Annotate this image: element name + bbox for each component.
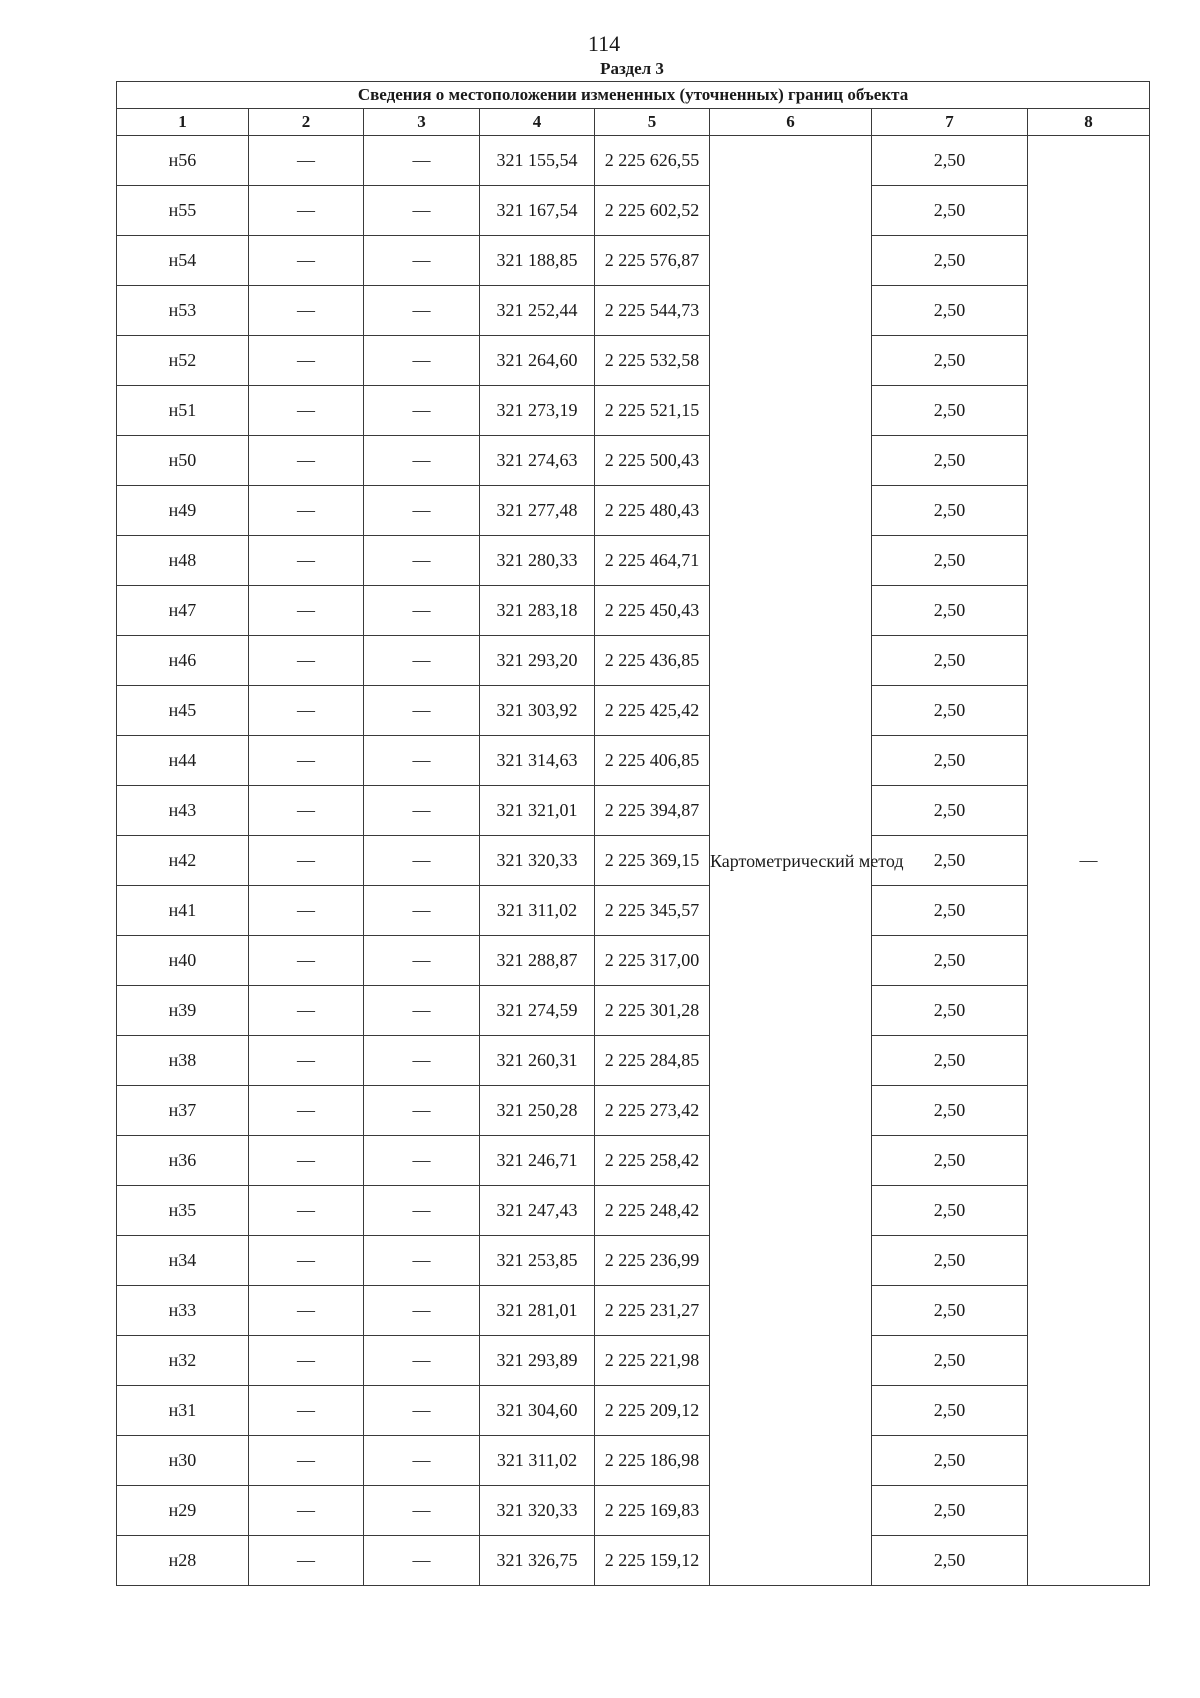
column-3-cell: — xyxy=(364,1486,480,1536)
y-coordinate-cell: 2 225 301,28 xyxy=(595,986,710,1036)
column-2-cell: — xyxy=(249,1186,364,1236)
accuracy-cell: 2,50 xyxy=(872,686,1028,736)
accuracy-cell: 2,50 xyxy=(872,1236,1028,1286)
column-3-cell: — xyxy=(364,1436,480,1486)
table-row xyxy=(117,436,1150,486)
column-2-cell: — xyxy=(249,736,364,786)
accuracy-cell: 2,50 xyxy=(872,1036,1028,1086)
column-2-cell: — xyxy=(249,386,364,436)
column-3-cell: — xyxy=(364,936,480,986)
x-coordinate-cell: 321 252,44 xyxy=(480,286,595,336)
column-3-cell: — xyxy=(364,536,480,586)
table-row xyxy=(117,1236,1150,1286)
accuracy-cell: 2,50 xyxy=(872,886,1028,936)
column-2-cell: — xyxy=(249,1336,364,1386)
column-3-cell: — xyxy=(364,886,480,936)
point-name-cell: н38 xyxy=(117,1036,249,1086)
point-name-cell: н48 xyxy=(117,536,249,586)
column-3-cell: — xyxy=(364,1286,480,1336)
accuracy-cell: 2,50 xyxy=(872,236,1028,286)
x-coordinate-cell: 321 260,31 xyxy=(480,1036,595,1086)
table-body xyxy=(117,136,1150,1586)
point-name-cell: н29 xyxy=(117,1486,249,1536)
accuracy-cell: 2,50 xyxy=(872,1286,1028,1336)
section-title: Раздел 3 xyxy=(600,59,664,78)
accuracy-cell: 2,50 xyxy=(872,1336,1028,1386)
y-coordinate-cell: 2 225 186,98 xyxy=(595,1436,710,1486)
y-coordinate-cell: 2 225 521,15 xyxy=(595,386,710,436)
table-row xyxy=(117,236,1150,286)
point-name-cell: н37 xyxy=(117,1086,249,1136)
x-coordinate-cell: 321 321,01 xyxy=(480,786,595,836)
accuracy-cell: 2,50 xyxy=(872,286,1028,336)
accuracy-cell: 2,50 xyxy=(872,586,1028,636)
column-header: 8 xyxy=(1028,109,1150,136)
column-8-cell: — xyxy=(1028,136,1150,1586)
x-coordinate-cell: 321 326,75 xyxy=(480,1536,595,1586)
column-2-cell: — xyxy=(249,1486,364,1536)
x-coordinate-cell: 321 253,85 xyxy=(480,1236,595,1286)
table-row xyxy=(117,886,1150,936)
x-coordinate-cell: 321 281,01 xyxy=(480,1286,595,1336)
column-3-cell: — xyxy=(364,1386,480,1436)
x-coordinate-cell: 321 283,18 xyxy=(480,586,595,636)
y-coordinate-cell: 2 225 464,71 xyxy=(595,536,710,586)
point-name-cell: н43 xyxy=(117,786,249,836)
point-name-cell: н28 xyxy=(117,1536,249,1586)
accuracy-cell: 2,50 xyxy=(872,436,1028,486)
y-coordinate-cell: 2 225 394,87 xyxy=(595,786,710,836)
point-name-cell: н40 xyxy=(117,936,249,986)
x-coordinate-cell: 321 274,63 xyxy=(480,436,595,486)
x-coordinate-cell: 321 311,02 xyxy=(480,1436,595,1486)
x-coordinate-cell: 321 304,60 xyxy=(480,1386,595,1436)
table-row xyxy=(117,1386,1150,1436)
point-name-cell: н47 xyxy=(117,586,249,636)
x-coordinate-cell: 321 280,33 xyxy=(480,536,595,586)
point-name-cell: н50 xyxy=(117,436,249,486)
x-coordinate-cell: 321 277,48 xyxy=(480,486,595,536)
column-3-cell: — xyxy=(364,386,480,436)
accuracy-cell: 2,50 xyxy=(872,1486,1028,1536)
column-header: 4 xyxy=(480,109,595,136)
point-name-cell: н51 xyxy=(117,386,249,436)
accuracy-cell: 2,50 xyxy=(872,736,1028,786)
column-2-cell: — xyxy=(249,1236,364,1286)
column-3-cell: — xyxy=(364,986,480,1036)
point-name-cell: н56 xyxy=(117,136,249,186)
table-row xyxy=(117,1086,1150,1136)
table-row xyxy=(117,136,1150,186)
point-name-cell: н53 xyxy=(117,286,249,336)
table-row xyxy=(117,736,1150,786)
column-2-cell: — xyxy=(249,1286,364,1336)
column-3-cell: — xyxy=(364,136,480,186)
accuracy-cell: 2,50 xyxy=(872,1436,1028,1486)
column-2-cell: — xyxy=(249,336,364,386)
x-coordinate-cell: 321 273,19 xyxy=(480,386,595,436)
column-2-cell: — xyxy=(249,636,364,686)
y-coordinate-cell: 2 225 480,43 xyxy=(595,486,710,536)
column-3-cell: — xyxy=(364,636,480,686)
column-3-cell: — xyxy=(364,736,480,786)
column-3-cell: — xyxy=(364,1336,480,1386)
y-coordinate-cell: 2 225 602,52 xyxy=(595,186,710,236)
accuracy-cell: 2,50 xyxy=(872,986,1028,1036)
accuracy-cell: 2,50 xyxy=(872,836,1028,886)
x-coordinate-cell: 321 293,20 xyxy=(480,636,595,686)
point-name-cell: н49 xyxy=(117,486,249,536)
y-coordinate-cell: 2 225 345,57 xyxy=(595,886,710,936)
table-row xyxy=(117,1186,1150,1236)
column-3-cell: — xyxy=(364,486,480,536)
x-coordinate-cell: 321 264,60 xyxy=(480,336,595,386)
y-coordinate-cell: 2 225 284,85 xyxy=(595,1036,710,1086)
column-3-cell: — xyxy=(364,1136,480,1186)
x-coordinate-cell: 321 311,02 xyxy=(480,886,595,936)
table-row xyxy=(117,636,1150,686)
table-row xyxy=(117,1486,1150,1536)
y-coordinate-cell: 2 225 221,98 xyxy=(595,1336,710,1386)
column-2-cell: — xyxy=(249,586,364,636)
table-row xyxy=(117,286,1150,336)
point-name-cell: н30 xyxy=(117,1436,249,1486)
x-coordinate-cell: 321 314,63 xyxy=(480,736,595,786)
column-2-cell: — xyxy=(249,986,364,1036)
boundary-coordinates-table xyxy=(116,81,1150,1586)
point-name-cell: н44 xyxy=(117,736,249,786)
accuracy-cell: 2,50 xyxy=(872,386,1028,436)
column-2-cell: — xyxy=(249,686,364,736)
column-3-cell: — xyxy=(364,686,480,736)
point-name-cell: н46 xyxy=(117,636,249,686)
table-row xyxy=(117,486,1150,536)
y-coordinate-cell: 2 225 231,27 xyxy=(595,1286,710,1336)
column-3-cell: — xyxy=(364,1086,480,1136)
column-header: 2 xyxy=(249,109,364,136)
point-name-cell: н52 xyxy=(117,336,249,386)
accuracy-cell: 2,50 xyxy=(872,1136,1028,1186)
y-coordinate-cell: 2 225 317,00 xyxy=(595,936,710,986)
table-row xyxy=(117,1436,1150,1486)
y-coordinate-cell: 2 225 236,99 xyxy=(595,1236,710,1286)
x-coordinate-cell: 321 188,85 xyxy=(480,236,595,286)
column-2-cell: — xyxy=(249,1036,364,1086)
table-row xyxy=(117,1136,1150,1186)
column-2-cell: — xyxy=(249,136,364,186)
x-coordinate-cell: 321 320,33 xyxy=(480,1486,595,1536)
y-coordinate-cell: 2 225 436,85 xyxy=(595,636,710,686)
column-3-cell: — xyxy=(364,186,480,236)
point-name-cell: н31 xyxy=(117,1386,249,1436)
table-caption: Сведения о местоположении измененных (уточненных) границ объекта xyxy=(117,82,1150,109)
y-coordinate-cell: 2 225 159,12 xyxy=(595,1536,710,1586)
y-coordinate-cell: 2 225 576,87 xyxy=(595,236,710,286)
x-coordinate-cell: 321 274,59 xyxy=(480,986,595,1036)
column-3-cell: — xyxy=(364,836,480,886)
table-row xyxy=(117,936,1150,986)
column-3-cell: — xyxy=(364,436,480,486)
column-header: 1 xyxy=(117,109,249,136)
point-name-cell: н54 xyxy=(117,236,249,286)
accuracy-cell: 2,50 xyxy=(872,486,1028,536)
column-2-cell: — xyxy=(249,286,364,336)
y-coordinate-cell: 2 225 626,55 xyxy=(595,136,710,186)
x-coordinate-cell: 321 293,89 xyxy=(480,1336,595,1386)
x-coordinate-cell: 321 250,28 xyxy=(480,1086,595,1136)
y-coordinate-cell: 2 225 544,73 xyxy=(595,286,710,336)
y-coordinate-cell: 2 225 500,43 xyxy=(595,436,710,486)
y-coordinate-cell: 2 225 169,83 xyxy=(595,1486,710,1536)
point-name-cell: н33 xyxy=(117,1286,249,1336)
y-coordinate-cell: 2 225 532,58 xyxy=(595,336,710,386)
point-name-cell: н39 xyxy=(117,986,249,1036)
accuracy-cell: 2,50 xyxy=(872,536,1028,586)
column-2-cell: — xyxy=(249,186,364,236)
point-name-cell: н55 xyxy=(117,186,249,236)
x-coordinate-cell: 321 288,87 xyxy=(480,936,595,986)
x-coordinate-cell: 321 247,43 xyxy=(480,1186,595,1236)
accuracy-cell: 2,50 xyxy=(872,1186,1028,1236)
column-3-cell: — xyxy=(364,1186,480,1236)
table-row xyxy=(117,1336,1150,1386)
column-2-cell: — xyxy=(249,1086,364,1136)
column-2-cell: — xyxy=(249,1436,364,1486)
column-2-cell: — xyxy=(249,886,364,936)
point-name-cell: н42 xyxy=(117,836,249,886)
y-coordinate-cell: 2 225 273,42 xyxy=(595,1086,710,1136)
column-2-cell: — xyxy=(249,436,364,486)
column-2-cell: — xyxy=(249,1536,364,1586)
column-2-cell: — xyxy=(249,1136,364,1186)
accuracy-cell: 2,50 xyxy=(872,636,1028,686)
table-row xyxy=(117,586,1150,636)
table-row xyxy=(117,836,1150,886)
table-row xyxy=(117,336,1150,386)
y-coordinate-cell: 2 225 369,15 xyxy=(595,836,710,886)
column-3-cell: — xyxy=(364,1236,480,1286)
method-cell: Картометрический метод xyxy=(710,136,872,1586)
table-row xyxy=(117,186,1150,236)
column-3-cell: — xyxy=(364,786,480,836)
column-2-cell: — xyxy=(249,1386,364,1436)
y-coordinate-cell: 2 225 450,43 xyxy=(595,586,710,636)
y-coordinate-cell: 2 225 258,42 xyxy=(595,1136,710,1186)
table-row xyxy=(117,1286,1150,1336)
table-row xyxy=(117,686,1150,736)
column-3-cell: — xyxy=(364,286,480,336)
column-2-cell: — xyxy=(249,536,364,586)
point-name-cell: н41 xyxy=(117,886,249,936)
point-name-cell: н45 xyxy=(117,686,249,736)
y-coordinate-cell: 2 225 406,85 xyxy=(595,736,710,786)
column-header: 6 xyxy=(710,109,872,136)
page-number: 114 xyxy=(587,31,621,56)
column-2-cell: — xyxy=(249,486,364,536)
column-header: 3 xyxy=(364,109,480,136)
column-2-cell: — xyxy=(249,236,364,286)
column-3-cell: — xyxy=(364,236,480,286)
accuracy-cell: 2,50 xyxy=(872,1386,1028,1436)
column-2-cell: — xyxy=(249,786,364,836)
column-2-cell: — xyxy=(249,836,364,886)
point-name-cell: н36 xyxy=(117,1136,249,1186)
table-row xyxy=(117,536,1150,586)
y-coordinate-cell: 2 225 425,42 xyxy=(595,686,710,736)
accuracy-cell: 2,50 xyxy=(872,136,1028,186)
accuracy-cell: 2,50 xyxy=(872,336,1028,386)
table-row xyxy=(117,386,1150,436)
column-header: 5 xyxy=(595,109,710,136)
point-name-cell: н32 xyxy=(117,1336,249,1386)
column-3-cell: — xyxy=(364,1036,480,1086)
accuracy-cell: 2,50 xyxy=(872,1086,1028,1136)
accuracy-cell: 2,50 xyxy=(872,186,1028,236)
column-header: 7 xyxy=(872,109,1028,136)
table-row xyxy=(117,786,1150,836)
column-number-row xyxy=(117,109,1150,136)
x-coordinate-cell: 321 246,71 xyxy=(480,1136,595,1186)
accuracy-cell: 2,50 xyxy=(872,936,1028,986)
point-name-cell: н35 xyxy=(117,1186,249,1236)
table-row xyxy=(117,1536,1150,1586)
column-3-cell: — xyxy=(364,336,480,386)
x-coordinate-cell: 321 303,92 xyxy=(480,686,595,736)
x-coordinate-cell: 321 155,54 xyxy=(480,136,595,186)
x-coordinate-cell: 321 320,33 xyxy=(480,836,595,886)
y-coordinate-cell: 2 225 248,42 xyxy=(595,1186,710,1236)
accuracy-cell: 2,50 xyxy=(872,1536,1028,1586)
table-row xyxy=(117,986,1150,1036)
column-3-cell: — xyxy=(364,586,480,636)
column-2-cell: — xyxy=(249,936,364,986)
x-coordinate-cell: 321 167,54 xyxy=(480,186,595,236)
y-coordinate-cell: 2 225 209,12 xyxy=(595,1386,710,1436)
accuracy-cell: 2,50 xyxy=(872,786,1028,836)
point-name-cell: н34 xyxy=(117,1236,249,1286)
table-row xyxy=(117,1036,1150,1086)
column-3-cell: — xyxy=(364,1536,480,1586)
